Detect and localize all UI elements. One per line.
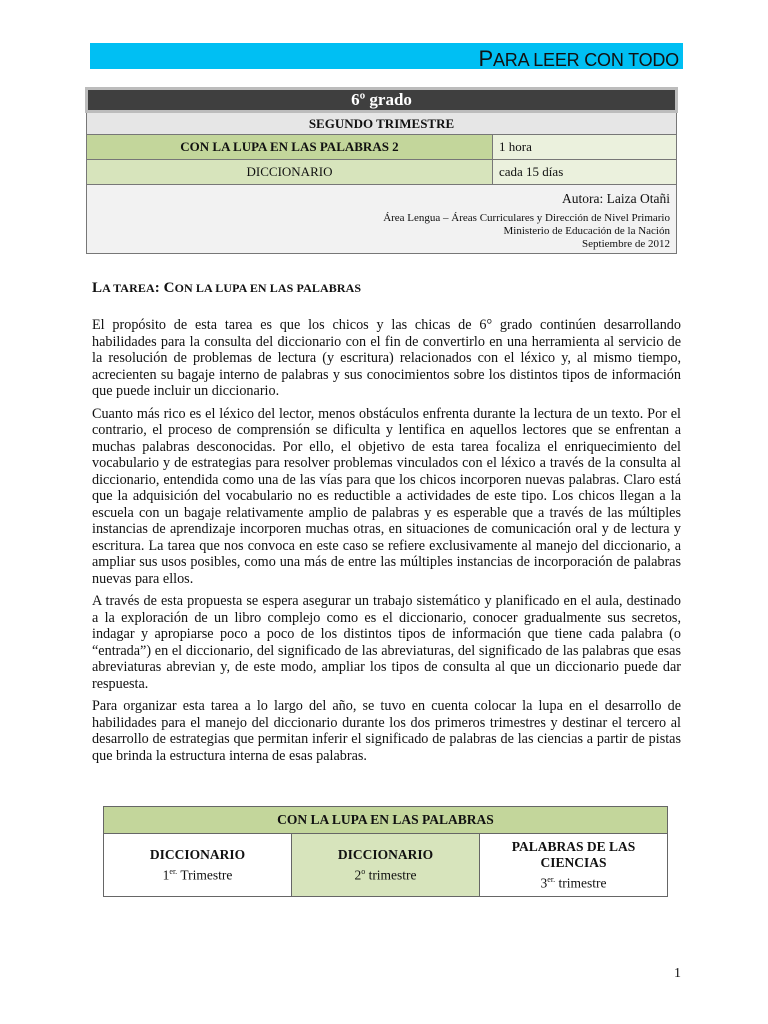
institution-line-1: Área Lengua – Áreas Curriculares y Dirección de Nivel Primario bbox=[383, 212, 670, 224]
info-table bbox=[85, 87, 678, 254]
column-subtitle: 2$^o$ trimestre bbox=[354, 866, 417, 883]
paragraph-4: Para organizar esta tarea a lo largo del año, se tuvo en cuenta colocar la lupa en el desarrollo de habilidades para el manejo del diccionario durante los dos primeros trimestres y destinar el tercero al desarrollo de estrategias que permitan inferir el significado de palabras de las ciencias a partir de pistas que brinda la estructura interna de esas palabras. bbox=[92, 698, 681, 764]
summary-heading: CON LA LUPA EN LAS PALABRAS bbox=[104, 807, 668, 834]
summary-column-1 bbox=[104, 834, 292, 897]
page-number: 1 bbox=[674, 966, 681, 981]
column-title: PALABRAS DE LAS CIENCIAS bbox=[511, 838, 636, 870]
banner-title: PARA LEER CON TODO bbox=[478, 46, 679, 71]
subject-label: DICCIONARIO bbox=[243, 163, 337, 181]
author-cell bbox=[87, 185, 677, 254]
trimester-cell: SEGUNDO TRIMESTRE bbox=[87, 112, 677, 135]
column-subtitle: $1^{er.}$ Trimestre bbox=[162, 866, 233, 883]
summary-table bbox=[103, 806, 668, 897]
subject-cell bbox=[87, 160, 493, 185]
body-text bbox=[92, 317, 681, 770]
paragraph-3: A través de esta propuesta se espera asegurar un trabajo sistemático y planificado en el aula, destinado a la exploración de un libro complejo como es el diccionario, conocer gradualmente sus secretos, indagar y apropiarse poco a poco de los distintos tipos de información que tiene cada palabra (o “entrada”) en el diccionario, del significado de las abreviaturas, del significado de las palabras que esas abreviaturas abrevian y, de este modo, ampliar los tipos de consulta al que un diccionario puede dar respuesta. bbox=[92, 593, 681, 692]
paragraph-2: Cuanto más rico es el léxico del lector, menos obstáculos enfrenta durante la lectura de un texto. Por el contrario, el proceso de comprensión se dificulta y lentifica en aquellos lectores que se enfrentan a muchas palabras desconocidas. Por ello, el objetivo de esta tarea focaliza el enriquecimiento del vocabulario y de estrategias para resolver problemas vinculados con el léxico a través de la consulta al diccionario, entendida como una de las vías para que los chicos incorporen nuevas palabras. Claro está que la adquisición del vocabulario no es reductible a actividades de este tipo. Los chicos llegan a la escuela con un bagaje relativamente amplio de palabras y es esperable que a través de las múltiples instancias de aprendizaje incorporen muchas otras, en situaciones de comunicación oral y de lectura y escritura. La tarea que nos convoca en este caso se refiere exclusivamente al manejo del diccionario, a ampliar sus usos posibles, como una más de entre las múltiples instancias de incorporación de palabras nuevas para ellos. bbox=[92, 405, 681, 587]
column-subtitle: $3^{er.}$ trimestre bbox=[540, 874, 607, 891]
column-title: DICCIONARIO bbox=[149, 846, 246, 862]
summary-column-3 bbox=[480, 834, 668, 897]
publication-date: Septiembre de 2012 bbox=[582, 238, 670, 250]
unit-title-cell: CON LA LUPA EN LAS PALABRAS 2 bbox=[87, 135, 493, 160]
header-banner bbox=[90, 43, 683, 69]
column-title: DICCIONARIO bbox=[337, 846, 434, 862]
duration-cell: 1 hora bbox=[493, 135, 677, 160]
section-title: LA TAREA: CON LA LUPA EN LAS PALABRAS bbox=[92, 280, 362, 296]
institution-line-2: Ministerio de Educación de la Nación bbox=[503, 225, 670, 237]
summary-column-2 bbox=[292, 834, 480, 897]
grade-cell: 6º grado bbox=[87, 89, 677, 112]
frequency-cell: cada 15 días bbox=[493, 160, 677, 185]
paragraph-1: El propósito de esta tarea es que los chicos y las chicas de 6° grado continúen desarrollando habilidades para la consulta del diccionario con el fin de convertirlo en una herramienta al servicio de la resolución de problemas de lectura (y escritura) relacionados con el léxico y, al mismo tiempo, acrecienten su bagaje interno de palabras y sus conocimientos sobre los distintos tipos de información que puede incluir un diccionario. bbox=[92, 317, 681, 399]
author-name: Autora: Laiza Otañi bbox=[562, 191, 670, 206]
